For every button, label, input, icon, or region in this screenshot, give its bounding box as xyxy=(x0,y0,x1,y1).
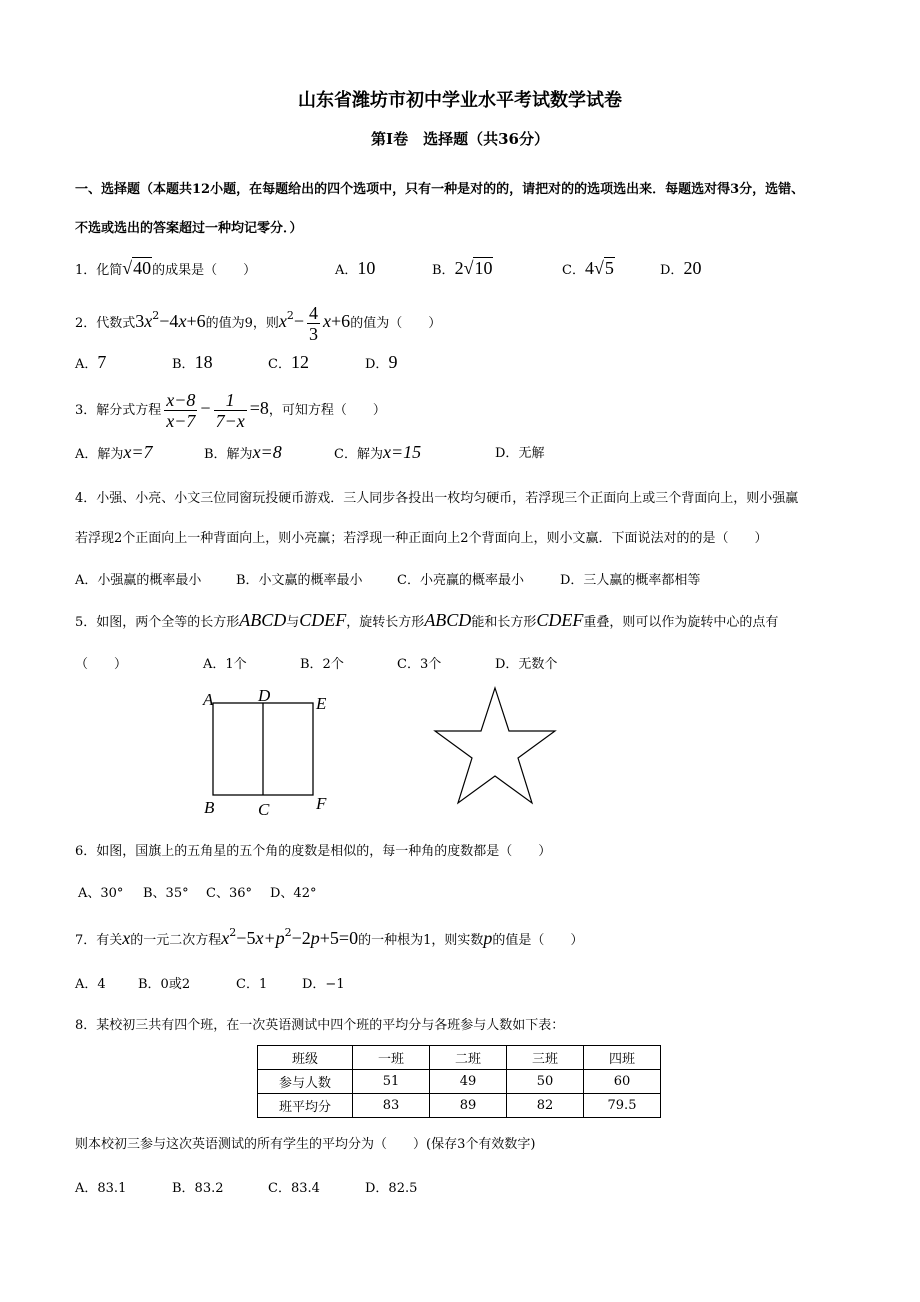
q7-option-a: A．4 xyxy=(75,977,106,992)
q1-suffix: 的成果是（ ） xyxy=(152,263,257,278)
q4-option-b: B．小文赢的概率最小 xyxy=(236,573,363,588)
q2-fraction: $\frac{4}{3}$ xyxy=(309,303,319,344)
q3-fraction-1: $\frac{x-8}{x-7}$ xyxy=(166,390,196,431)
point-b-label: B xyxy=(204,798,215,817)
q7-option-c: C．1 xyxy=(236,977,268,992)
point-d-label: D xyxy=(258,686,271,705)
q2-option-a: A．7 xyxy=(75,352,107,372)
q1-option-c: C．4√5 xyxy=(562,258,614,278)
page-title: 山东省潍坊市初中学业水平考试数学试卷 xyxy=(298,90,622,111)
q4-option-c: C．小亮赢的概率最小 xyxy=(397,573,524,588)
q3-option-c: C．解为x=15 xyxy=(334,442,422,462)
q1-radical: √40 xyxy=(122,258,152,278)
q5-line-1: 5．如图，两个全等的长方形ABCD与CDEF，旋转长方形ABCD能和长方形CDEF重叠，则可以作为旋转中心的点有 xyxy=(75,610,779,630)
instructions-line-1: 一、选择题（本题共12小题，在每题给出的四个选项中，只有一种是对的的，请把对的的选项选出来．每题选对得3分，选错、 xyxy=(75,182,805,197)
q4-line-1: 4．小强、小亮、小文三位同窗玩投硬币游戏．三人同步各投出一枚均匀硬币，若浮现三个正面向上或三个背面向上，则小强赢 xyxy=(75,491,799,506)
table-row xyxy=(258,1046,661,1070)
q6-option-c: C、36° xyxy=(206,886,252,901)
q7-option-d: D．−1 xyxy=(302,977,345,992)
five-pointed-star-figure xyxy=(430,683,560,813)
question-3: 3．解分式方程 $\frac{x-8}{x-7}$ − $\frac{1}{7-x}$ =8，可知方程（ ） xyxy=(75,390,386,431)
score-table xyxy=(257,1045,661,1118)
q4-line-2: 若浮现2个正面向上一种背面向上，则小亮赢；若浮现一种正面向上2个背面向上，则小文赢．下面说法对的的是（ ） xyxy=(75,531,768,546)
q6-option-a: A、30° xyxy=(78,886,124,901)
q3-option-b: B．解为x=8 xyxy=(204,442,282,462)
q2-option-b: B．18 xyxy=(172,352,213,372)
table-cell: 83 xyxy=(353,1094,430,1118)
rectangles-figure xyxy=(200,685,340,820)
instructions-line-2: 不选或选出的答案超过一种均记零分．） xyxy=(75,221,303,236)
point-a-label: A xyxy=(203,690,214,709)
q5-option-d: D．无数个 xyxy=(495,657,558,672)
q5-option-b: B．2个 xyxy=(300,657,344,672)
q3-option-a: A．解为x=7 xyxy=(75,442,153,462)
q8-option-c: C．83.4 xyxy=(268,1181,320,1196)
q8-line-1: 8．某校初三共有四个班，在一次英语测试中四个班的平均分与各班参与人数如下表： xyxy=(75,1018,565,1033)
q8-option-a: A．83.1 xyxy=(75,1181,127,1196)
q4-option-d: D．三人赢的概率都相等 xyxy=(560,573,701,588)
question-1 xyxy=(75,258,256,279)
q6-option-b: B、35° xyxy=(143,886,189,901)
table-cell: 89 xyxy=(430,1094,507,1118)
table-row xyxy=(258,1070,661,1094)
q8-option-d: D．82.5 xyxy=(365,1181,418,1196)
q7-line-1: 7．有关x的一元二次方程$x^2-5x+p^2-2p+5=0$的一种根为1，则实数p的值是（ ） xyxy=(75,926,584,948)
table-cell: 班平均分 xyxy=(258,1094,353,1118)
table-cell: 79.5 xyxy=(584,1094,661,1118)
table-cell: 班级 xyxy=(258,1046,353,1070)
q2-option-c: C．12 xyxy=(268,352,309,372)
q2-option-d: D．9 xyxy=(365,352,398,372)
table-cell: 二班 xyxy=(430,1046,507,1070)
table-cell: 三班 xyxy=(507,1046,584,1070)
q6-option-d: D、42° xyxy=(270,886,317,901)
q7-option-b: B．0或2 xyxy=(138,977,191,992)
question-2: 2．代数式$3x^2-4x+6$的值为9，则$x^2-$ $\frac{4}{3}$ x+6的值为（ ） xyxy=(75,303,442,344)
point-e-label: E xyxy=(316,694,327,713)
table-row xyxy=(258,1094,661,1118)
q1-prefix: 1．化简 xyxy=(75,263,123,278)
q1-option-b: B．2√10 xyxy=(432,258,493,278)
point-f-label: F xyxy=(316,794,327,813)
table-cell: 49 xyxy=(430,1070,507,1094)
q5-line-2: （ ） xyxy=(75,657,128,672)
q6-line-1: 6．如图，国旗上的五角星的五个角的度数是相似的，每一种角的度数都是（ ） xyxy=(75,844,552,859)
q3-option-d: D．无解 xyxy=(495,446,545,461)
q5-option-a: A．1个 xyxy=(203,657,247,672)
q5-option-c: C．3个 xyxy=(397,657,442,672)
table-cell: 参与人数 xyxy=(258,1070,353,1094)
q4-option-a: A．小强赢的概率最小 xyxy=(75,573,202,588)
table-cell: 60 xyxy=(584,1070,661,1094)
point-c-label: C xyxy=(258,800,270,819)
table-cell: 50 xyxy=(507,1070,584,1094)
q3-fraction-2: $\frac{1}{7-x}$ xyxy=(215,390,245,431)
q1-option-d: D．20 xyxy=(660,258,702,278)
star-shape xyxy=(435,688,555,803)
table-cell: 51 xyxy=(353,1070,430,1094)
table-cell: 四班 xyxy=(584,1046,661,1070)
q1-option-a: A．10 xyxy=(335,258,376,278)
table-cell: 82 xyxy=(507,1094,584,1118)
q8-option-b: B．83.2 xyxy=(172,1181,224,1196)
q8-line-2: 则本校初三参与这次英语测试的所有学生的平均分为（ ）(保存3个有效数字) xyxy=(75,1137,536,1152)
table-cell: 一班 xyxy=(353,1046,430,1070)
section-title: 第Ⅰ卷 选择题（共36分） xyxy=(371,130,549,148)
